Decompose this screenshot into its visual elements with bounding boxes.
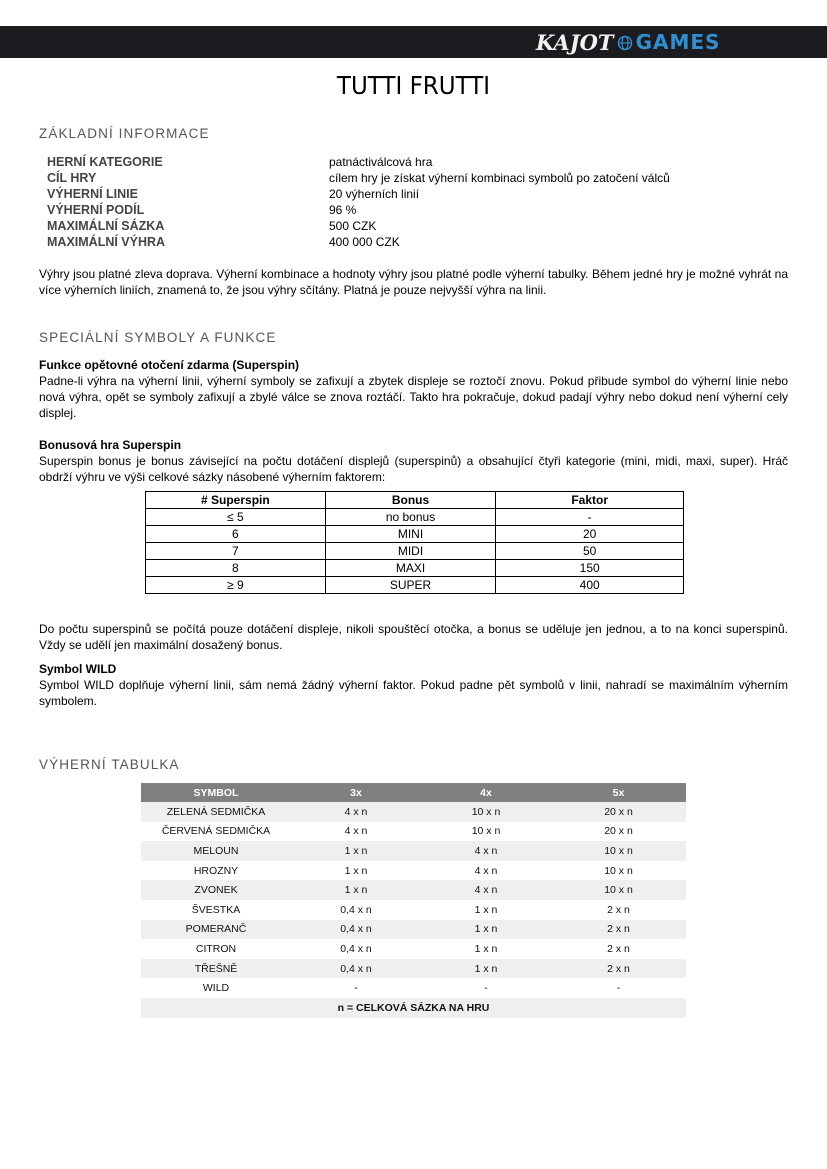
table-cell: 4 x n: [291, 802, 421, 822]
symbol-cell: POMERANČ: [141, 920, 291, 940]
table-cell: 20: [496, 526, 684, 543]
table-cell: 1 x n: [421, 920, 551, 940]
wild-title: Symbol WILD: [39, 662, 117, 676]
table-cell: 1 x n: [291, 880, 421, 900]
table-cell: 2 x n: [607, 942, 630, 955]
column-header: 5x: [551, 783, 686, 802]
bonus-text: Superspin bonus je bonus závisející na počtu dotáčení displejů (superspinů) a obsahující čtyři kategorie (mini, midi, maxi, super). Hráč obdrží výhru ve výši celkové sázky násobené výherním faktorem:: [39, 454, 788, 484]
page-title: TUTTI FRUTTI: [336, 71, 491, 100]
table-cell: -: [354, 982, 358, 995]
table-cell: 10 x n: [421, 802, 551, 822]
table-row: [141, 822, 686, 842]
superspin-bonus-table: [145, 491, 684, 594]
symbol-cell: ŠVESTKA: [191, 903, 241, 916]
column-header: # Superspin: [146, 492, 326, 509]
table-cell: MAXI: [325, 560, 496, 577]
table-cell: MIDI: [325, 543, 496, 560]
table-cell: 1 x n: [474, 903, 498, 916]
table-cell: no bonus: [325, 509, 496, 526]
info-value: 500 CZK: [329, 219, 377, 233]
wild-section: [39, 661, 788, 709]
info-value: 400 000 CZK: [329, 235, 400, 249]
symbol-cell: HROZNY: [193, 864, 239, 877]
info-value: 96 %: [329, 203, 357, 217]
column-header: Bonus: [325, 492, 496, 509]
table-cell: 150: [496, 560, 684, 577]
table-cell: 1 x n: [344, 864, 368, 877]
table-cell: SUPER: [325, 577, 496, 594]
table-cell: 4 x n: [421, 841, 551, 861]
symbol-cell: ZVONEK: [141, 880, 291, 900]
info-label: MAXIMÁLNÍ VÝHRA: [47, 235, 166, 249]
table-row: [141, 939, 686, 959]
info-value: patnáctiválcová hra: [329, 155, 433, 169]
paytable-header-row: [141, 783, 686, 802]
table-cell: 400: [496, 577, 684, 594]
info-label: HERNÍ KATEGORIE: [47, 155, 163, 169]
paytable-footnote: n = CELKOVÁ SÁZKA NA HRU: [141, 998, 686, 1018]
column-header: SYMBOL: [141, 783, 291, 802]
paytable: [141, 783, 686, 1018]
section-heading-special: SPECIÁLNÍ SYMBOLY A FUNKCE: [39, 330, 277, 345]
table-cell: 7: [146, 543, 326, 560]
info-row: [47, 234, 670, 250]
table-cell: 0,4 x n: [291, 959, 421, 979]
table-cell: 20 x n: [551, 802, 686, 822]
symbol-cell: WILD: [202, 982, 230, 995]
info-value: 20 výherních linií: [329, 187, 420, 201]
table-cell: 50: [496, 543, 684, 560]
info-label: VÝHERNÍ LINIE: [47, 187, 138, 201]
info-row: [47, 170, 670, 186]
table-cell: -: [484, 982, 488, 995]
column-header: Faktor: [496, 492, 684, 509]
bonus-section: [39, 437, 788, 485]
table-cell: 10 x n: [471, 825, 501, 838]
table-cell: 4 x n: [344, 825, 368, 838]
table-cell: 10 x n: [551, 880, 686, 900]
table-cell: MINI: [325, 526, 496, 543]
table-cell: 20 x n: [604, 825, 633, 838]
table-cell: 4 x n: [474, 864, 498, 877]
info-row: [47, 186, 670, 202]
rules-paragraph: Výhry jsou platné zleva doprava. Výherní kombinace a hodnoty výhry jsou platné podle výherní tabulky. Během jedné hry je možné vyhrát na více výherních liniích, znamená to, že jsou výhry sčítány. Platná je pouze nejvyšší výhra na linii.: [39, 267, 788, 297]
table-row: [146, 526, 684, 543]
table-row: [146, 509, 684, 526]
info-label: VÝHERNÍ PODÍL: [47, 203, 145, 217]
table-cell: 1 x n: [421, 959, 551, 979]
logo-kajot-text: KAJOT: [536, 29, 614, 55]
bonus-title: Bonusová hra Superspin: [39, 438, 182, 452]
table-cell: 2 x n: [607, 903, 630, 916]
globe-icon: [617, 35, 633, 51]
table-row: [146, 577, 684, 594]
table-row: [141, 841, 686, 861]
section-heading-paytable: VÝHERNÍ TABULKA: [39, 757, 180, 772]
table-row: [146, 543, 684, 560]
table-cell: 0,4 x n: [340, 903, 372, 916]
superspin-text: Padne-li výhra na výherní linii, výherní symboly se zafixují a zbytek displeje se roztočí znovu. Pokud přibude symbol do výherní linie nebo nová výhra, opět se symboly zafixují a zbylé válce se znova roztáčí. Takto hra pokračuje, dokud padají výhry nebo dokud není výherní cely displej.: [39, 374, 788, 420]
symbol-cell: CITRON: [195, 942, 237, 955]
info-label: CÍL HRY: [47, 171, 97, 185]
info-row: [47, 218, 670, 234]
symbol-cell: ČERVENÁ SEDMIČKA: [161, 825, 271, 838]
table-cell: 6: [146, 526, 326, 543]
superspin-title: Funkce opětovné otočení zdarma (Superspin): [39, 358, 300, 372]
basic-info-list: [47, 154, 670, 250]
table-cell: 4 x n: [421, 880, 551, 900]
info-label: MAXIMÁLNÍ SÁZKA: [47, 219, 165, 233]
logo-games-text: GAMES: [635, 30, 721, 54]
kajot-games-logo: [536, 26, 720, 58]
paytable-footnote-row: [141, 998, 686, 1018]
table-cell: 10 x n: [551, 841, 686, 861]
column-header: 3x: [291, 783, 421, 802]
symbol-cell: MELOUN: [141, 841, 291, 861]
table-header-row: [146, 492, 684, 509]
table-cell: 2 x n: [551, 959, 686, 979]
table-cell: 1 x n: [291, 841, 421, 861]
column-header: 4x: [421, 783, 551, 802]
table-row: [141, 959, 686, 979]
info-row: [47, 154, 670, 170]
table-row: [141, 861, 686, 881]
superspin-section: [39, 357, 788, 421]
table-cell: -: [496, 509, 684, 526]
table-row: [146, 560, 684, 577]
table-cell: 1 x n: [474, 942, 498, 955]
table-cell: 8: [146, 560, 326, 577]
symbol-cell: ZELENÁ SEDMIČKA: [141, 802, 291, 822]
table-cell: 10 x n: [604, 864, 633, 877]
header-bar: [0, 26, 827, 58]
section-heading-basic-info: ZÁKLADNÍ INFORMACE: [39, 126, 210, 141]
table-cell: -: [616, 982, 621, 995]
wild-text: Symbol WILD doplňuje výherní linii, sám nemá žádný výherní faktor. Pokud padne pět symbolů v linii, nahradí se maximálním výherním symbolem.: [39, 678, 788, 708]
table-row: [141, 900, 686, 920]
table-cell: ≥ 9: [146, 577, 326, 594]
table-cell: 0,4 x n: [291, 920, 421, 940]
table-row: [141, 978, 686, 998]
table-row: [141, 802, 686, 822]
table-cell: 0,4 x n: [340, 942, 372, 955]
bonus-after-paragraph: Do počtu superspinů se počítá pouze dotáčení displeje, nikoli spouštěcí otočka, a bonus se uděluje jen jednou, a to na konci superspinů. Vždy se udělí jen maximální dosažený bonus.: [39, 622, 788, 652]
table-row: [141, 880, 686, 900]
table-row: [141, 920, 686, 940]
table-cell: 2 x n: [551, 920, 686, 940]
info-value: cílem hry je získat výherní kombinaci symbolů po zatočení válců: [329, 171, 670, 185]
symbol-cell: TŘEŠNĚ: [141, 959, 291, 979]
table-cell: ≤ 5: [146, 509, 326, 526]
info-row: [47, 202, 670, 218]
